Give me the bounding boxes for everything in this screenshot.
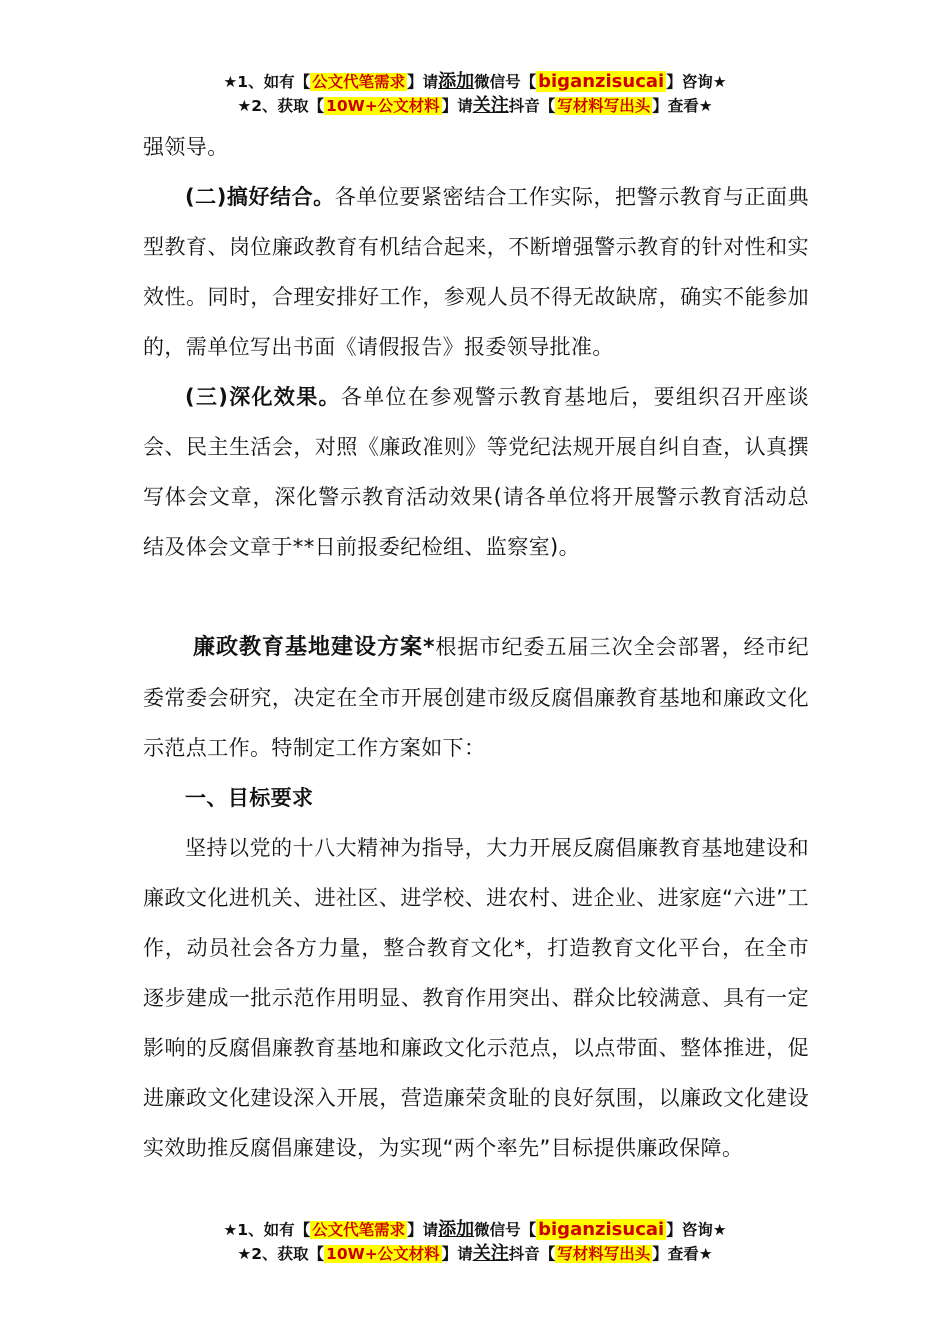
highlight-text: 10W+公文材料 bbox=[326, 1245, 440, 1263]
header-banner bbox=[0, 70, 950, 118]
paragraph-deepen: (三)深化效果。各单位在参观警示教育基地后，要组织召开座谈会、民主生活会，对照《廉政准则》等党纪法规开展自纠自查，认真撰写体会文章，深化警示教育活动效果(请各单位将开展警示教育活动总结及体会文章于**日前报委纪检组、监察室)。 bbox=[143, 385, 809, 559]
plan-intro: 廉政教育基地建设方案*根据市纪委五届三次全会部署，经市纪委常委会研究，决定在全市开展创建市级反腐倡廉教育基地和廉政文化示范点工作。特制定工作方案如下： bbox=[143, 635, 809, 760]
highlight-text: 写材料写出头 bbox=[557, 97, 651, 115]
underlined-text: 关注 bbox=[472, 95, 509, 116]
footer-banner bbox=[0, 1218, 950, 1266]
banner-line-1: ★1、如有【 公文代笔需求 】请添加微信号【 biganzisucai 】咨询★ bbox=[223, 1219, 727, 1240]
underlined-text: 关注 bbox=[472, 1243, 509, 1264]
highlight-text: 写材料写出头 bbox=[557, 1245, 651, 1263]
paragraph-heading: (二)搞好结合。 bbox=[185, 185, 335, 209]
highlight-text: 10W+公文材料 bbox=[326, 97, 440, 115]
underlined-text: 添加 bbox=[438, 71, 475, 92]
document-body bbox=[143, 122, 809, 1173]
document-title: 廉政教育基地建设方案* bbox=[193, 635, 435, 660]
banner-line-2: ★2、获取【 10W+公文材料 】请关注抖音【 写材料写出头 】查看★ bbox=[237, 1243, 713, 1264]
spacer bbox=[143, 572, 809, 622]
underlined-text: 添加 bbox=[438, 1219, 475, 1240]
highlight-text: biganzisucai bbox=[538, 1219, 665, 1240]
highlight-text: biganzisucai bbox=[538, 71, 665, 92]
paragraph-continuation: 强领导。 bbox=[143, 135, 229, 159]
banner-line-2: ★2、获取【 10W+公文材料 】请关注抖音【 写材料写出头 】查看★ bbox=[237, 95, 713, 116]
section-heading: 一、目标要求 bbox=[185, 786, 314, 810]
paragraph-goals: 坚持以党的十八大精神为指导，大力开展反腐倡廉教育基地建设和廉政文化进机关、进社区、进学校、进农村、进企业、进家庭“六进”工作，动员社会各方力量，整合教育文化*，打造教育文化平台，在全市逐步建成一批示范作用明显、教育作用突出、群众比较满意、具有一定影响的反腐倡廉教育基地和廉政文化示范点，以点带面、整体推进，促进廉政文化建设深入开展，营造廉荣贪耻的良好氛围，以廉政文化建设实效助推反腐倡廉建设，为实现“两个率先”目标提供廉政保障。 bbox=[143, 836, 809, 1160]
paragraph-combine: (二)搞好结合。各单位要紧密结合工作实际，把警示教育与正面典型教育、岗位廉政教育有机结合起来，不断增强警示教育的针对性和实效性。同时，合理安排好工作，参观人员不得无故缺席，确实不能参加的，需单位写出书面《请假报告》报委领导批准。 bbox=[143, 185, 809, 359]
banner-line-1: ★1、如有【 公文代笔需求 】请添加微信号【 biganzisucai 】咨询★ bbox=[223, 71, 727, 92]
highlight-text: 公文代笔需求 bbox=[312, 73, 406, 91]
highlight-text: 公文代笔需求 bbox=[312, 1221, 406, 1239]
paragraph-heading: (三)深化效果。 bbox=[185, 385, 341, 409]
